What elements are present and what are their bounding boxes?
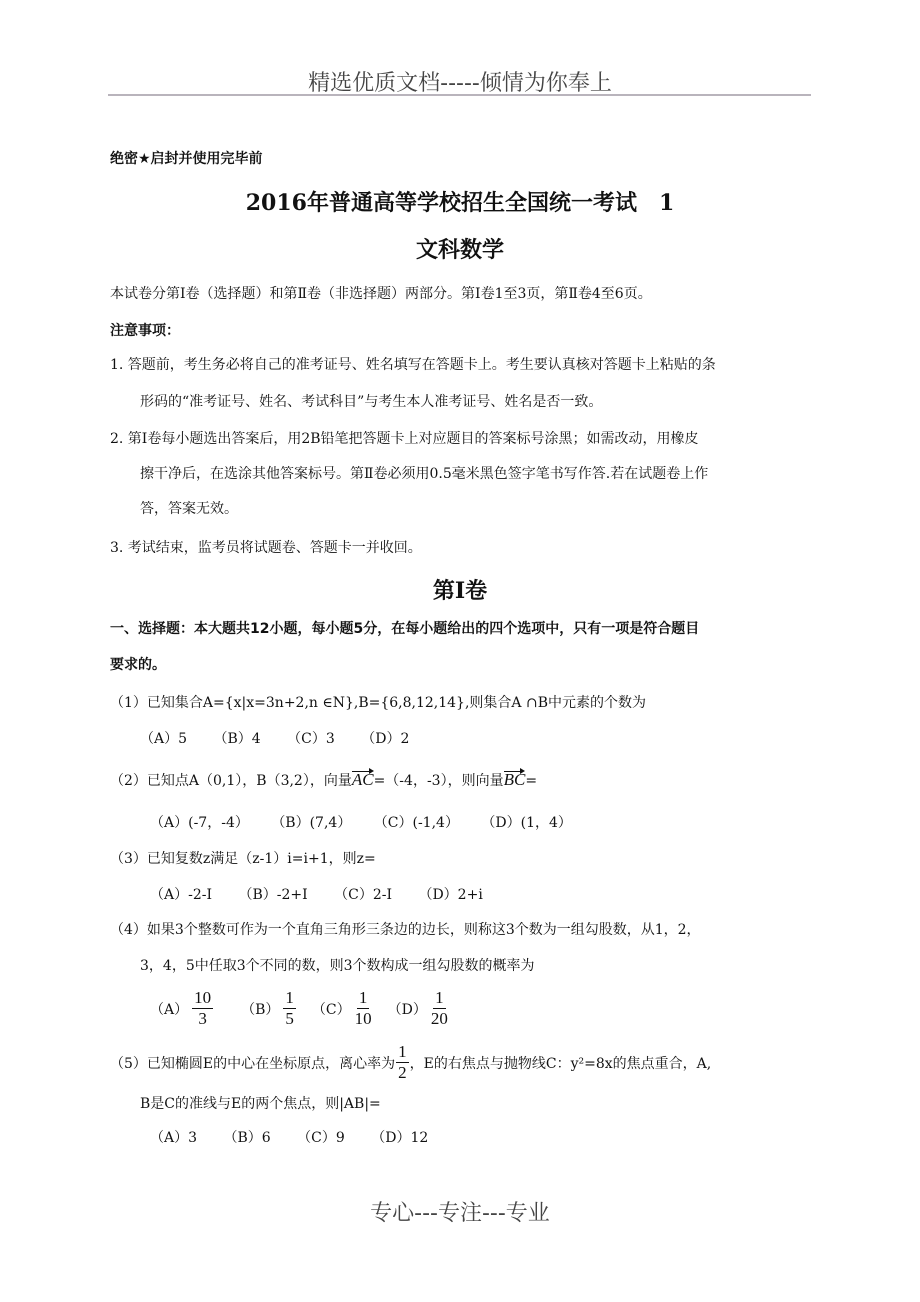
option-label: （C） [311,1001,351,1018]
numerator: 1 [435,988,444,1007]
question-1-options [140,728,431,748]
option-b: （B）(7,4） [271,815,352,831]
notes-heading: 注意事项： [110,323,180,339]
fraction [283,988,296,1029]
denominator: 2 [398,1063,407,1082]
note-1-line-2: 形码的“准考证号、姓名、考试科目”与考生本人准考证号、姓名是否一致。 [140,394,603,410]
question-4-options [150,988,452,1029]
option-c: （C）9 [297,1130,345,1146]
denominator: 3 [198,1009,207,1028]
option-a: （A）(-7，-4） [150,815,249,831]
question-4-line-1: （4）如果3个整数可作为一个直角三角形三条边的边长，则称这3个数为一组勾股数，从1，2， [110,922,701,938]
note-2-line-2: 擦干净后，在选涂其他答案标号。第Ⅱ卷必须用0.5毫米黑色签字笔书写作答.若在试题卷上作 [140,466,709,482]
fraction [192,988,213,1029]
numerator: 1 [285,988,294,1007]
intro-text: 本试卷分第Ⅰ卷（选择题）和第Ⅱ卷（非选择题）两部分。第Ⅰ卷1至3页，第Ⅱ卷4至6页。 [110,286,652,302]
note-1-line-1: 1. 答题前，考生务必将自己的准考证号、姓名填写在答题卡上。考生要认真核对答题卡上粘贴的条 [110,357,716,373]
numerator: 1 [398,1042,407,1061]
option-d: （D）2 [361,731,410,747]
question-5-pre: （5）已知椭圆E的中心在坐标原点，离心率为 [110,1055,396,1072]
question-2-options [150,812,594,832]
option-d: （D）12 [371,1130,429,1146]
question-2-post: = [525,773,538,789]
question-3-text: （3）已知复数z满足（z-1）i=i+1，则z= [110,851,376,867]
option-d: （D）(1，4） [481,815,572,831]
question-1-text: （1）已知集合A={x|x=3n+2,n ∈N},B={6,8,12,14},则集合A ∩B中元素的个数为 [110,695,646,711]
option-label: （A） [150,1001,189,1018]
option-b: （B）6 [223,1130,271,1146]
option-c: （C）2-I [334,887,392,903]
question-5-post: ，E的右焦点与抛物线C：y²=8x的焦点重合，A, [409,1055,712,1072]
denominator: 10 [354,1009,372,1028]
note-2-line-3: 答，答案无效。 [140,501,238,517]
option-a: （A）3 [150,1130,198,1146]
question-5-options [150,1127,450,1147]
volume-title: 第Ⅰ卷 [432,578,488,604]
option-c: （C）3 [287,731,335,747]
fraction [431,988,448,1029]
section-heading-line-1: 一、选择题：本大题共12小题，每小题5分，在每小题给出的四个选项中，只有一项是符合题目 [110,621,700,637]
option-a: （A）5 [140,731,188,747]
question-3-options [150,884,505,904]
option-b [241,988,300,1029]
vector-ac: AC [351,770,374,789]
exam-title: 2016年普通高等学校招生全国统一考试 1 [245,190,675,216]
option-b: （B）4 [213,731,261,747]
eccentricity-fraction [396,1042,409,1083]
header-divider [108,94,811,96]
note-2-line-1: 2. 第Ⅰ卷每小题选出答案后，用2B铅笔把答题卡上对应题目的答案标号涂黑；如需改动，用橡皮 [110,431,699,447]
numerator: 10 [194,988,212,1007]
question-4-line-2: 3，4，5中任取3个不同的数，则3个数构成一组勾股数的概率为 [140,958,535,974]
numerator: 1 [358,988,368,1007]
exam-subtitle: 文科数学 [415,237,504,263]
question-5-line-1 [110,1042,711,1083]
note-3-line-1: 3. 考试结束，监考员将试题卷、答题卡一并收回。 [110,540,422,556]
option-c: （C）(-1,4） [373,815,459,831]
option-label: （B） [241,1001,280,1018]
page-footer: 专心---专注---专业 [370,1201,550,1226]
vector-bc: BC [503,770,526,789]
question-5-line-2: B是C的准线与E的两个焦点，则|AB|= [140,1096,381,1112]
option-a: （A）-2-I [150,887,213,903]
page-header: 精选优质文档-----倾情为你奉上 [308,71,612,96]
option-label: （D） [387,1001,427,1018]
section-heading-line-2: 要求的。 [110,657,166,673]
option-b: （B）-2+I [238,887,308,903]
denominator: 5 [285,1009,294,1028]
secret-label: 绝密★启封并使用完毕前 [110,151,263,167]
option-d [388,988,452,1029]
denominator: 20 [430,1009,448,1028]
question-2-pre: （2）已知点A（0,1），B（3,2），向量 [110,773,352,789]
fraction [355,988,372,1029]
question-2-text [110,770,537,790]
option-a [150,988,217,1029]
question-2-mid: =（-4，-3），则向量 [373,773,504,789]
option-c [312,988,376,1029]
option-d: （D）2+i [418,887,483,903]
